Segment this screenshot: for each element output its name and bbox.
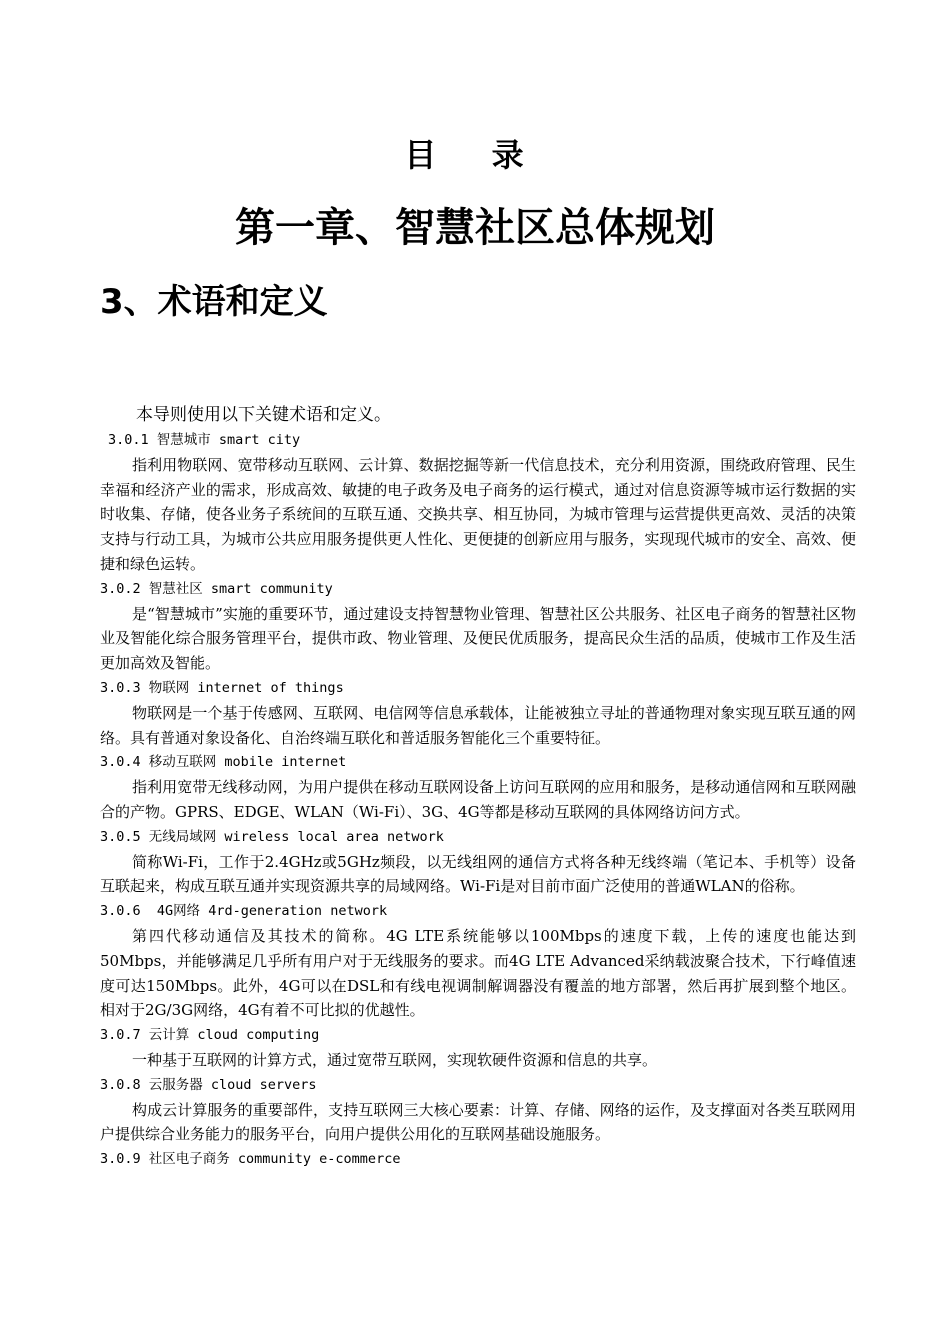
term-definition: 第四代移动通信及其技术的简称。4G LTE系统能够以100Mbps的速度下载，上传的速度也能达到50Mbps，并能够满足几乎所有用户对于无线服务的要求。而4G LTE Advanced采纳载波聚合技术，下行峰值速度可达150Mbps。此外，4G可以在DSL和有线电视调制解调器没有覆盖的地方部署，然后再扩展到整个地区。 相对于2G/3G网络，4G有着不可比拟的优越性。 [100,926,856,1020]
term-definition: 是“智慧城市”实施的重要环节，通过建设支持智慧物业管理、智慧社区公共服务、社区电子商务的智慧社区物业及智能化综合服务管理平台，提供市政、物业管理、及便民优质服务，提高民众生活的品质，使城市工作及生活更加高效及智能。 [100,604,856,673]
document-body [100,402,856,1172]
term-heading: 3.0.2 智慧社区 smart community [100,580,333,597]
term-heading: 3.0.5 无线局域网 wireless local area network [100,828,444,845]
intro-paragraph: 本导则使用以下关键术语和定义。 [136,405,391,425]
section-title: 3、术语和定义 [100,282,328,322]
term-heading: 3.0.3 物联网 internet of things [100,679,344,696]
chapter-title: 第一章、智慧社区总体规划 [235,205,715,251]
term-definition: 构成云计算服务的重要部件，支持互联网三大核心要素：计算、存储、网络的运作，及支撑面对各类互联网用户提供综合业务能力的服务平台，向用户提供公用化的互联网基础设施服务。 [100,1100,856,1144]
term-definition: 物联网是一个基于传感网、互联网、电信网等信息承载体，让能被独立寻址的普通物理对象实现互联互通的网络。具有普通对象设备化、自治终端互联化和普适服务智能化三个重要特征。 [100,703,856,747]
term-definition: 一种基于互联网的计算方式，通过宽带互联网，实现软硬件资源和信息的共享。 [132,1050,658,1069]
term-heading: 3.0.7 云计算 cloud computing [100,1027,320,1044]
term-heading: 3.0.8 云服务器 cloud servers [100,1076,317,1093]
term-heading: 3.0.9 社区电子商务 community e-commerce [100,1151,401,1168]
term-definition: 简称Wi-Fi，工作于2.4GHz或5GHz频段，以无线组网的通信方式将各种无线终端（笔记本、手机等）设备互联起来，构成互联互通并实现资源共享的局域网络。Wi-Fi是对目前市面广泛使用的普通WLAN的俗称。 [100,852,856,896]
term-heading: 3.0.1 智慧城市 smart city [108,432,301,448]
term-definition: 指利用宽带无线移动网，为用户提供在移动互联网设备上访问互联网的应用和服务，是移动通信网和互联网融合的产物。GPRS、EDGE、WLAN（Wi-Fi）、3G、4G等都是移动互联网的具体网络访问方式。 [100,778,856,821]
term-heading: 3.0.6 4G网络 4rd-generation network [100,903,388,920]
term-heading: 3.0.4 移动互联网 mobile internet [100,754,347,771]
toc-title: 目 录 [404,136,546,174]
term-definition: 指利用物联网、宽带移动互联网、云计算、数据挖掘等新一代信息技术，充分利用资源，围绕政府管理、民生幸福和经济产业的需求，形成高效、敏捷的电子政务及电子商务的运行模式，通过对信息资源等城市运行数据的实时收集、存储，使各业务子系统间的互联互通、交换共享、相互协同，为城市管理与运营提供更高效、灵活的决策支持与行动工具，为城市公共应用服务提供更人性化、更便捷的创新应用与服务，实现现代城市的安全、高效、便捷和绿色运转。 [100,455,856,573]
